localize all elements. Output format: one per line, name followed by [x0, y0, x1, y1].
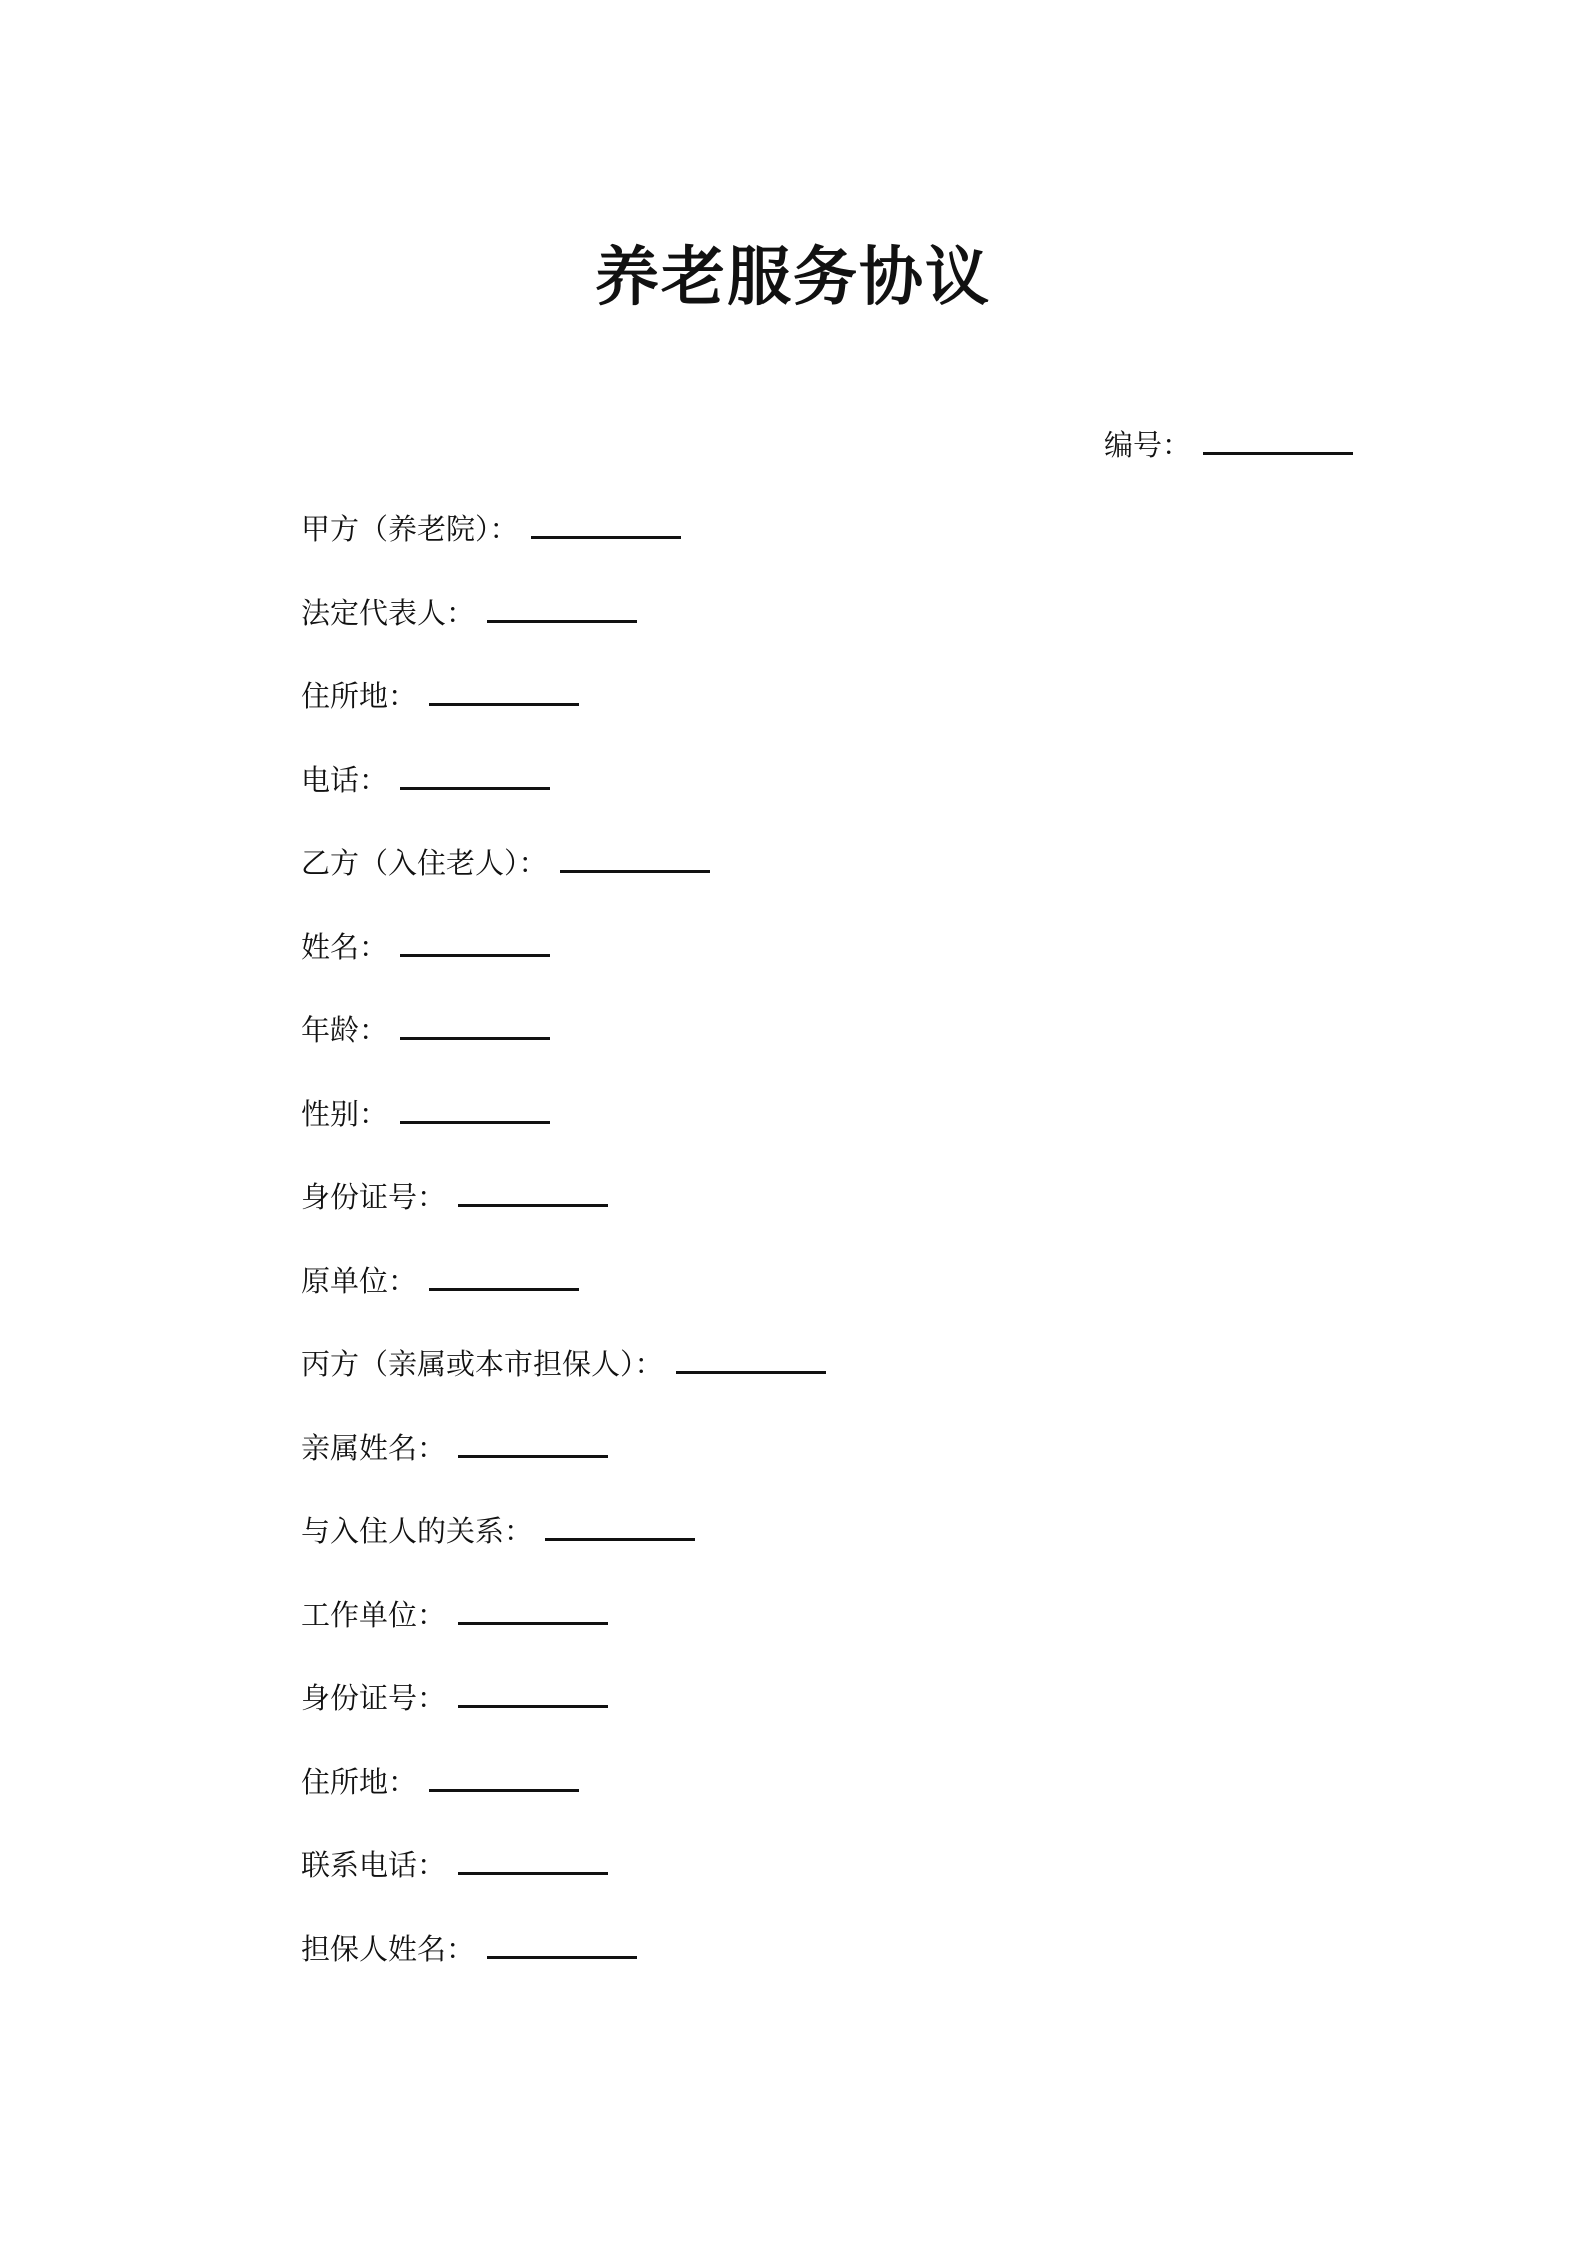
form-field-row	[301, 1095, 826, 1179]
field-blank-line	[458, 1178, 608, 1207]
field-blank-line	[676, 1345, 826, 1374]
serial-number-field	[1104, 426, 1353, 460]
form-field-row	[301, 1763, 826, 1847]
form-field-row	[301, 1429, 826, 1513]
field-label: 亲属姓名：	[301, 1430, 447, 1465]
field-blank-line	[458, 1679, 608, 1708]
field-label: 甲方（养老院）：	[301, 512, 519, 546]
field-label: 乙方（入住老人）：	[301, 846, 548, 880]
serial-number-blank	[1203, 426, 1353, 455]
field-label: 姓名：	[301, 929, 389, 964]
field-blank-line	[458, 1596, 608, 1625]
form-field-row	[301, 677, 826, 761]
field-label: 身份证号：	[301, 1681, 447, 1715]
form-field-row	[301, 844, 826, 928]
field-label: 住所地：	[301, 1764, 418, 1799]
form-field-row	[301, 1930, 826, 2014]
field-label: 丙方（亲属或本市担保人）：	[301, 1347, 664, 1381]
document-title: 养老服务协议	[595, 241, 991, 315]
field-label: 电话：	[301, 762, 389, 797]
form-field-row	[301, 594, 826, 678]
field-label: 性别：	[301, 1096, 389, 1131]
field-label: 原单位：	[301, 1263, 418, 1298]
field-blank-line	[487, 594, 637, 623]
form-field-row	[301, 761, 826, 845]
field-label: 工作单位：	[301, 1597, 447, 1632]
field-label: 住所地：	[301, 679, 418, 713]
field-label: 年龄：	[301, 1013, 389, 1047]
party-fields-list	[301, 510, 826, 2013]
field-blank-line	[400, 928, 550, 957]
field-label: 身份证号：	[301, 1180, 447, 1214]
form-field-row	[301, 1596, 826, 1680]
field-label: 法定代表人：	[301, 595, 476, 630]
field-blank-line	[545, 1512, 695, 1541]
form-field-row	[301, 510, 826, 594]
field-blank-line	[531, 510, 681, 539]
form-field-row	[301, 1178, 826, 1262]
field-blank-line	[429, 677, 579, 706]
field-blank-line	[458, 1429, 608, 1458]
field-blank-line	[429, 1262, 579, 1291]
field-blank-line	[487, 1930, 637, 1959]
field-label: 担保人姓名：	[301, 1931, 476, 1966]
field-label: 与入住人的关系：	[301, 1514, 534, 1548]
form-field-row	[301, 1512, 826, 1596]
form-field-row	[301, 1679, 826, 1763]
form-field-row	[301, 1345, 826, 1429]
field-blank-line	[400, 1095, 550, 1124]
field-blank-line	[400, 761, 550, 790]
field-blank-line	[458, 1846, 608, 1875]
form-field-row	[301, 1846, 826, 1930]
form-field-row	[301, 1011, 826, 1095]
form-field-row	[301, 1262, 826, 1346]
form-field-row	[301, 928, 826, 1012]
field-blank-line	[429, 1763, 579, 1792]
field-label: 联系电话：	[301, 1848, 447, 1882]
serial-number-label: 编号：	[1103, 428, 1191, 462]
field-blank-line	[560, 844, 710, 873]
field-blank-line	[400, 1011, 550, 1040]
